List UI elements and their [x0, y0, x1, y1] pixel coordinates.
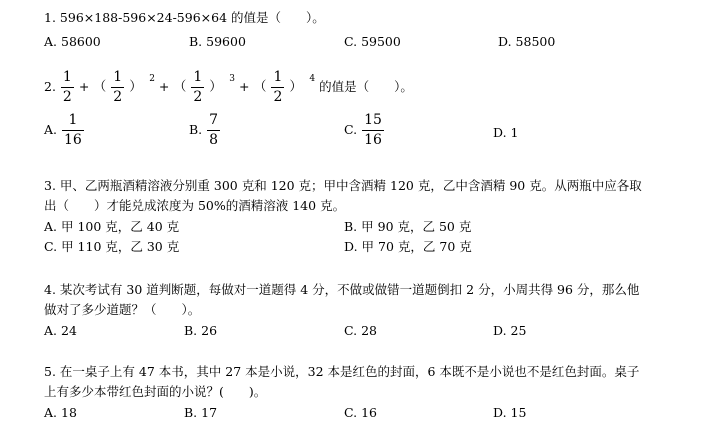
option-letter: B.: [189, 121, 203, 137]
option-value: 17: [201, 405, 218, 420]
option-letter: A.: [44, 121, 58, 137]
fraction-bar: [207, 130, 220, 131]
option-letter: B.: [189, 34, 203, 49]
fraction-numerator: 7: [209, 112, 219, 128]
option-letter: C.: [344, 323, 358, 338]
question-4-continued: [44, 304, 200, 317]
plus-sign: +: [239, 78, 250, 94]
fraction-denominator: 2: [113, 89, 123, 105]
option-value: 58500: [515, 34, 556, 49]
question-text: 在一桌子上有 47 本书，其中 27 本是小说，32 本是红色的封面，6 本既不是小说也不是红色封面。桌子: [59, 364, 640, 379]
option-letter: D.: [493, 125, 507, 140]
option-value: 59600: [206, 34, 246, 49]
question-text: 某次考试有 30 道判断题，每做对一道题得 4 分，不做或做错一道题倒扣 2 分，小周共得 96 分，那么他: [59, 282, 640, 297]
fraction-bar: [111, 87, 124, 88]
option-c: [44, 241, 179, 254]
close-paren: ）: [209, 79, 223, 95]
question-text: 做对了多少道题？（ ）。: [44, 302, 201, 317]
option-value: 28: [361, 323, 377, 338]
question-5-continued: [44, 386, 266, 399]
option-letter: C.: [344, 34, 358, 49]
option-letter: C.: [44, 239, 58, 254]
option-b: [344, 221, 471, 234]
fraction-numerator: 1: [193, 69, 203, 85]
question-3-continued: [44, 200, 345, 213]
option-d: [493, 407, 526, 420]
fraction-denominator: 2: [62, 89, 72, 105]
option-value: 24: [61, 323, 77, 338]
exponent: 4: [309, 73, 316, 84]
option-a: [44, 325, 77, 338]
option-b: [184, 325, 217, 338]
option-fraction: [62, 113, 84, 147]
close-paren: ）: [129, 79, 143, 95]
option-a: [44, 36, 101, 49]
option-c: [344, 36, 401, 49]
question-4: [44, 284, 639, 297]
fraction-numerator: 15: [364, 112, 382, 128]
fraction-numerator: 1: [273, 69, 283, 85]
option-c: [344, 325, 377, 338]
fraction-denominator: 2: [273, 89, 283, 105]
option-letter: D.: [493, 323, 507, 338]
question-1: [44, 12, 325, 25]
option-letter: A.: [44, 34, 58, 49]
option-value: 25: [510, 323, 527, 338]
option-letter: A.: [44, 323, 58, 338]
fraction-term: [111, 70, 124, 104]
fraction-term: [191, 70, 204, 104]
question-5: [44, 366, 639, 379]
option-value: 26: [201, 323, 218, 338]
option-a: [44, 221, 179, 234]
option-value: 18: [61, 405, 77, 420]
option-value: 甲 90 克，乙 50 克: [361, 219, 472, 234]
option-letter: B.: [344, 219, 358, 234]
fraction-bar: [62, 130, 84, 131]
option-d: [498, 36, 555, 49]
question-3: [44, 180, 642, 193]
fraction-denominator: 8: [209, 132, 219, 148]
fraction-bar: [271, 87, 284, 88]
option-letter: A.: [44, 405, 58, 420]
question-text: 的值是（ ）。: [319, 78, 413, 94]
option-letter: C.: [344, 121, 358, 137]
option-value: 58600: [61, 34, 101, 49]
option-d: [493, 127, 519, 140]
fraction-numerator: 1: [68, 112, 78, 128]
option-d: [344, 241, 472, 254]
plus-sign: +: [158, 78, 170, 94]
option-c: [344, 407, 377, 420]
exponent: 3: [229, 73, 236, 84]
fraction-bar: [61, 87, 74, 88]
option-letter: C.: [344, 405, 358, 420]
option-a: [44, 113, 85, 147]
option-letter: D.: [493, 405, 507, 420]
fraction-denominator: 16: [64, 132, 82, 148]
option-value: 16: [361, 405, 377, 420]
fraction-bar: [191, 87, 204, 88]
plus-sign: +: [78, 78, 90, 94]
fraction-term: [271, 70, 284, 104]
option-letter: D.: [498, 34, 512, 49]
exponent: 2: [149, 73, 155, 84]
question-number: 5.: [44, 364, 56, 379]
question-number: 3.: [44, 178, 56, 193]
option-c: [344, 113, 385, 147]
question-2: [44, 70, 413, 104]
option-value: 甲 110 克，乙 30 克: [61, 239, 180, 254]
open-paren: （: [253, 79, 267, 95]
question-number: 4.: [44, 282, 56, 297]
option-fraction: [362, 113, 384, 147]
option-letter: D.: [344, 239, 358, 254]
fraction-denominator: 16: [364, 132, 382, 148]
option-b: [189, 36, 246, 49]
question-text: 出（ ）才能兑成浓度为 50%的酒精溶液 140 克。: [44, 198, 346, 213]
fraction-denominator: 2: [193, 89, 203, 105]
option-value: 甲 100 克，乙 40 克: [61, 219, 180, 234]
option-value: 甲 70 克，乙 70 克: [361, 239, 472, 254]
option-a: [44, 407, 77, 420]
option-fraction: [207, 113, 220, 147]
open-paren: （: [173, 79, 187, 95]
option-b: [184, 407, 217, 420]
close-paren: ）: [289, 79, 303, 95]
question-text: 甲、乙两瓶酒精溶液分别重 300 克和 120 克；甲中含酒精 120 克，乙中含酒精 90 克。从两瓶中应各取: [59, 178, 642, 193]
question-text: 596×188-596×24-596×64 的值是（ ）。: [59, 10, 325, 25]
option-b: [189, 113, 221, 147]
option-value: 1: [510, 125, 519, 140]
option-letter: B.: [184, 405, 198, 420]
option-letter: A.: [44, 219, 58, 234]
question-number: 1.: [44, 10, 56, 25]
open-paren: （: [93, 79, 107, 95]
option-value: 59500: [361, 34, 401, 49]
fraction-bar: [362, 130, 384, 131]
question-number: 2.: [44, 78, 56, 94]
option-letter: B.: [184, 323, 198, 338]
fraction-numerator: 1: [62, 69, 72, 85]
option-value: 15: [510, 405, 527, 420]
fraction-numerator: 1: [113, 69, 123, 85]
option-d: [493, 325, 526, 338]
fraction-term: [61, 70, 74, 104]
question-text: 上有多少本带红色封面的小说？( )。: [44, 384, 267, 399]
